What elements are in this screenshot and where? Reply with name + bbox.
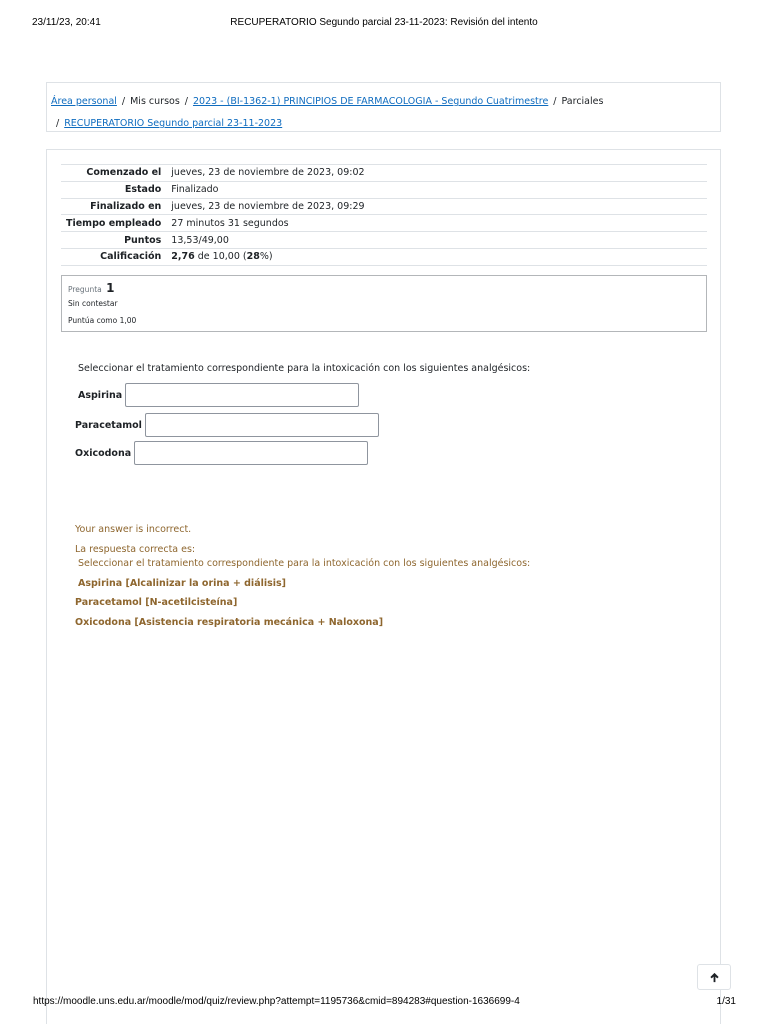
answer-label: Paracetamol xyxy=(75,419,142,431)
breadcrumb-home-link[interactable]: Área personal xyxy=(51,96,117,107)
breadcrumb-separator: / xyxy=(121,96,126,107)
breadcrumb-list xyxy=(51,91,711,135)
answer-row-aspirina xyxy=(78,383,359,407)
summary-label: Calificación xyxy=(61,248,166,265)
question-number-value: 1 xyxy=(106,281,115,295)
attempt-summary-table xyxy=(61,164,707,266)
correct-answer-item: Aspirina [Alcalinizar la orina + diálisis] xyxy=(78,578,287,589)
summary-row-grade xyxy=(61,248,707,265)
answer-row-oxicodona xyxy=(75,441,368,465)
breadcrumb-separator: / xyxy=(56,118,60,129)
correct-answer-item: Paracetamol [N-acetilcisteína] xyxy=(75,597,238,608)
summary-label: Finalizado en xyxy=(61,198,166,215)
grade-value: 2,76 xyxy=(171,251,195,263)
grade-out-of: de 10,00 ( xyxy=(197,251,247,263)
summary-label: Puntos xyxy=(61,232,166,249)
summary-label: Comenzado el xyxy=(61,165,166,182)
question-state: Sin contestar xyxy=(68,299,118,308)
summary-value: 13,53/49,00 xyxy=(166,232,707,249)
breadcrumb-quiz-link[interactable]: RECUPERATORIO Segundo parcial 23-11-2023 xyxy=(64,118,283,129)
question-label: Pregunta xyxy=(68,285,102,294)
summary-value: jueves, 23 de noviembre de 2023, 09:29 xyxy=(166,198,707,215)
correct-answer-text: Seleccionar el tratamiento correspondiente para la intoxicación con los siguientes analgésicos: xyxy=(78,558,531,569)
grade-close: %) xyxy=(259,251,273,263)
summary-row-time xyxy=(61,215,707,232)
summary-label: Tiempo empleado xyxy=(61,215,166,232)
print-url: https://moodle.uns.edu.ar/moodle/mod/quiz/review.php?attempt=1195736&cmid=894283#question-1636699-4 xyxy=(33,996,520,1007)
summary-value xyxy=(166,248,707,265)
breadcrumb-separator: / xyxy=(184,96,188,107)
summary-row-finished xyxy=(61,198,707,215)
summary-value: 27 minutos 31 segundos xyxy=(166,215,707,232)
question-text: Seleccionar el tratamiento correspondiente para la intoxicación con los siguientes analgésicos: xyxy=(78,363,531,374)
summary-label: Estado xyxy=(61,181,166,198)
question-max-mark: Puntúa como 1,00 xyxy=(68,316,137,325)
aspirina-input[interactable] xyxy=(125,383,359,407)
arrow-up-icon xyxy=(709,972,720,983)
print-header xyxy=(0,17,768,31)
back-to-top-button[interactable] xyxy=(697,964,731,990)
summary-value: Finalizado xyxy=(166,181,707,198)
answer-label: Oxicodona xyxy=(75,447,132,459)
answer-label: Aspirina xyxy=(78,389,123,401)
oxicodona-input[interactable] xyxy=(134,441,368,465)
summary-row-state xyxy=(61,181,707,198)
correct-answer-label: La respuesta correcta es: xyxy=(75,544,196,555)
paracetamol-input[interactable] xyxy=(145,413,379,437)
print-page-title: RECUPERATORIO Segundo parcial 23-11-2023: Revisión del intento xyxy=(230,17,538,28)
print-page-number: 1/31 xyxy=(716,996,736,1007)
correct-answer-item: Oxicodona [Asistencia respiratoria mecánica + Naloxona] xyxy=(75,617,384,628)
print-datetime: 23/11/23, 20:41 xyxy=(32,17,101,28)
answer-row-paracetamol xyxy=(75,413,379,437)
breadcrumb-separator: / xyxy=(553,96,557,107)
breadcrumb-course-link[interactable]: 2023 - (BI-1362-1) PRINCIPIOS DE FARMACOLOGIA - Segundo Cuatrimestre xyxy=(192,96,549,107)
breadcrumb-section: Parciales xyxy=(561,96,604,107)
print-footer xyxy=(0,996,768,1010)
question-number xyxy=(68,281,114,295)
summary-value: jueves, 23 de noviembre de 2023, 09:02 xyxy=(166,165,707,182)
breadcrumb-my-courses: Mis cursos xyxy=(130,96,180,107)
feedback-incorrect: Your answer is incorrect. xyxy=(75,524,192,535)
grade-percent: 28 xyxy=(246,251,260,263)
summary-row-started xyxy=(61,165,707,182)
question-info xyxy=(61,275,707,332)
breadcrumb xyxy=(46,82,721,132)
summary-row-marks xyxy=(61,232,707,249)
